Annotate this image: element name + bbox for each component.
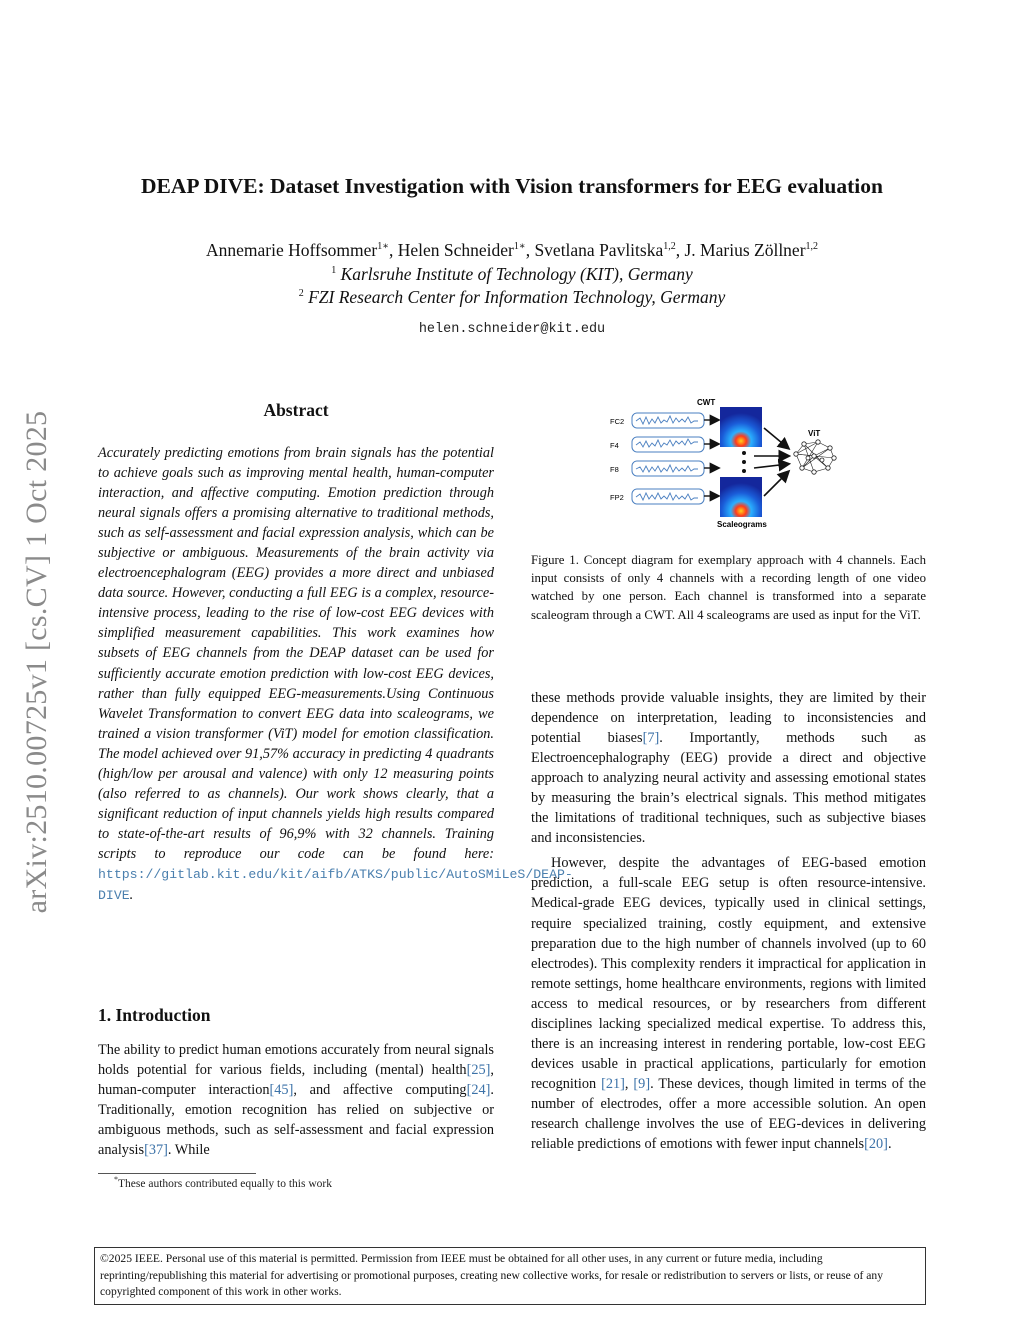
- footnote-text: These authors contributed equally to this work: [118, 1178, 332, 1190]
- affiliation-2: [60, 287, 964, 308]
- eeg-signal-box: [632, 437, 704, 452]
- author-superscript: 1,2: [805, 241, 819, 253]
- intro-text-segment: . While: [167, 1142, 210, 1159]
- body-text-segment: . Importantly, methods such as Electroencephalography (EEG) provide a direct and objective approach to analyzing neural activity and assessing emotional states by measuring the brain’s electrical signals. This method mitigates the limitations of traditional techniques, such as subjective biases and inconsistencies.: [531, 730, 926, 847]
- intro-paragraph: [531, 853, 926, 1154]
- channel-label-fp2: FP2: [610, 493, 624, 502]
- concept-diagram-figure: [596, 392, 846, 538]
- citation-link[interactable]: [37]: [144, 1142, 168, 1159]
- arxiv-id-text: arXiv:2510.00725v1 [cs.CV] 1 Oct 2025: [20, 410, 53, 914]
- ellipsis-dot: [742, 469, 746, 473]
- affiliation-number: 2: [298, 288, 304, 300]
- paper-title: DEAP DIVE: Dataset Investigation with Vision transformers for EEG evaluation: [141, 174, 883, 198]
- vit-network-icon: [794, 440, 836, 474]
- ellipsis-dot: [742, 460, 746, 464]
- citation-link[interactable]: [7]: [642, 730, 660, 747]
- abstract-heading: Abstract: [263, 400, 329, 420]
- scaleogram-image: [720, 407, 762, 447]
- intro-text-segment: , human-computer interaction: [98, 1062, 494, 1099]
- author-name: J. Marius Zöllner: [684, 240, 806, 260]
- citation-link[interactable]: [9]: [633, 1075, 651, 1092]
- eeg-waveform: [636, 493, 698, 500]
- citation-link[interactable]: [21]: [601, 1075, 625, 1092]
- eeg-waveform: [636, 465, 698, 472]
- intro-text-segment: , and affective computing: [293, 1082, 467, 1099]
- introduction-paragraph: [98, 1040, 494, 1160]
- copyright-notice: ©2025 IEEE. Personal use of this material is permitted. Permission from IEEE must be obtained for all other uses, in any current or future media, including reprinting/republishing this material for advertising or promotional purposes, creating new collective works, for resale or redistribution to servers or lists, or reuse of any copyrighted component of this work in other works.: [94, 1247, 926, 1305]
- intro-paragraph-continued: [531, 688, 926, 848]
- body-text-segment: these methods provide valuable insights, they are limited by their dependence on interpretation, leading to inconsistencies and potential biases: [531, 690, 926, 747]
- body-text-segment: However, despite the advantages of EEG-based emotion prediction, a full-scale EEG setup is often resource-intensive. Medical-grade EEG devices, typically used in clinical settings, require specialized training, costly equipment, and extensive preparation due to the high number of channels involved (up to 60 electrodes). This complexity renders it impractical for application in remote settings, home healthcare environments, regions with limited access to medical resources, or by researchers from different disciplines lacking specialized medical expertise. To address this, there is an increasing interest in rendering portable, low-cost EEG devices usable in practical applications, particularly for emotion recognition: [531, 855, 926, 1092]
- section-heading-introduction: 1. Introduction: [98, 1005, 211, 1025]
- scaleograms-label: Scaleograms: [717, 520, 767, 529]
- intro-text-segment: The ability to predict human emotions accurately from neural signals holds potential for various fields, including (mental) health: [98, 1042, 494, 1079]
- eeg-waveform: [636, 439, 698, 447]
- contact-email-line: [60, 316, 964, 337]
- channel-label-f8: F8: [610, 465, 619, 474]
- ellipsis-dot: [742, 451, 746, 455]
- footnote-divider: [98, 1173, 256, 1174]
- body-text-segment: ,: [624, 1075, 634, 1092]
- author-name: Svetlana Pavlitska: [534, 240, 664, 260]
- author-superscript: 1,2: [663, 241, 676, 253]
- arrow: [764, 428, 788, 448]
- affiliation-1: [60, 264, 964, 285]
- arxiv-identifier: [8, 382, 66, 942]
- right-column-text: [531, 688, 926, 1154]
- cwt-label: CWT: [697, 398, 716, 407]
- citation-link[interactable]: [45]: [269, 1082, 294, 1099]
- author-name: Helen Schneider: [397, 240, 514, 260]
- arrow: [764, 472, 788, 496]
- abstract-end: .: [129, 887, 134, 904]
- citation-link[interactable]: [25]: [466, 1062, 491, 1079]
- author-superscript: 1∗: [377, 241, 389, 253]
- arrow: [754, 464, 788, 468]
- footnote-mark: *: [114, 1175, 118, 1185]
- abstract-body: [98, 443, 573, 906]
- eeg-waveform: [636, 416, 698, 424]
- author-list: Annemarie Hoffsommer$^{1∗}$, Helen Schneider$^{1∗}$, Svetlana Pavlitska$^{1,2}$, J. Marius Zöllner$^{1,2}$: [205, 240, 819, 260]
- scaleogram-image: [720, 477, 762, 517]
- body-text-segment: . These devices, though limited in terms of the number of electrodes, offer a more accessible solution. An open research challenge involves the use of EEG-devices in delivering reliable predictions of emotions with fewer input channels: [531, 1075, 927, 1153]
- vit-label: ViT: [808, 429, 821, 438]
- citation-link[interactable]: [20]: [864, 1136, 888, 1153]
- author-name: Annemarie Hoffsommer: [205, 240, 378, 260]
- abstract-text: Accurately predicting emotions from brain signals has the potential to achieve goals such as improving mental health, human-computer interaction, and affective computing. Emotion prediction through neural signals offers a promising alternative to traditional methods, such as self-assessment and facial expression analysis, which can be subjective or ambiguous. Measurements of the brain activity via electroencephalogram (EEG) provides a more direct and unbiased data source. However, conducting a full EEG is a complex, resource-intensive process, leading to the rise of low-cost EEG devices with simplified measurement capabilities. This work examines how subsets of EEG channels from the DEAP dataset can be used for sufficiently accurate emotion prediction with low-cost EEG devices, rather than fully equipped EEG-measurements.Using Continuous Wavelet Transformation to convert EEG data into scaleograms, we trained a vision transformer (ViT) model for emotion classification. The model achieved over 91,57% accuracy in predicting 4 quadrants (high/low per arousal and valence) with only 12 measuring points (also referred to as channels). Our work shows clearly, that a significant reduction of input channels yields high results compared to state-of-the-art results of 96,9% with 32 channels. Training scripts to reproduce our code can be found here:: [98, 445, 494, 862]
- affiliation-text: FZI Research Center for Information Technology, Germany: [308, 287, 726, 307]
- affiliation-number: 1: [331, 265, 337, 277]
- code-repository-link[interactable]: https://gitlab.kit.edu/kit/aifb/ATKS/public/AutoSMiLeS/DEAP-DIVE: [98, 866, 573, 904]
- channel-label-f4: F4: [610, 441, 619, 450]
- footnote: [114, 1175, 332, 1190]
- contact-email[interactable]: helen.schneider@kit.edu: [418, 322, 606, 337]
- citation-link[interactable]: [24]: [466, 1082, 491, 1099]
- body-text-segment: .: [887, 1136, 892, 1153]
- channel-label-fc2: FC2: [610, 417, 625, 426]
- affiliation-text: Karlsruhe Institute of Technology (KIT), Germany: [340, 264, 693, 284]
- figure-caption: Figure 1. Concept diagram for exemplary approach with 4 channels. Each input consists of only 4 channels with a recording length of one video watched by one person. Each channel is transformed into a separate scaleogram through a CWT. All 4 scaleograms are used as input for the ViT.: [531, 553, 926, 622]
- intro-text-segment: . Traditionally, emotion recognition has relied on subjective or ambiguous methods, such as self-assessment and facial expression analysis: [98, 1082, 494, 1159]
- author-superscript: 1∗: [513, 241, 526, 253]
